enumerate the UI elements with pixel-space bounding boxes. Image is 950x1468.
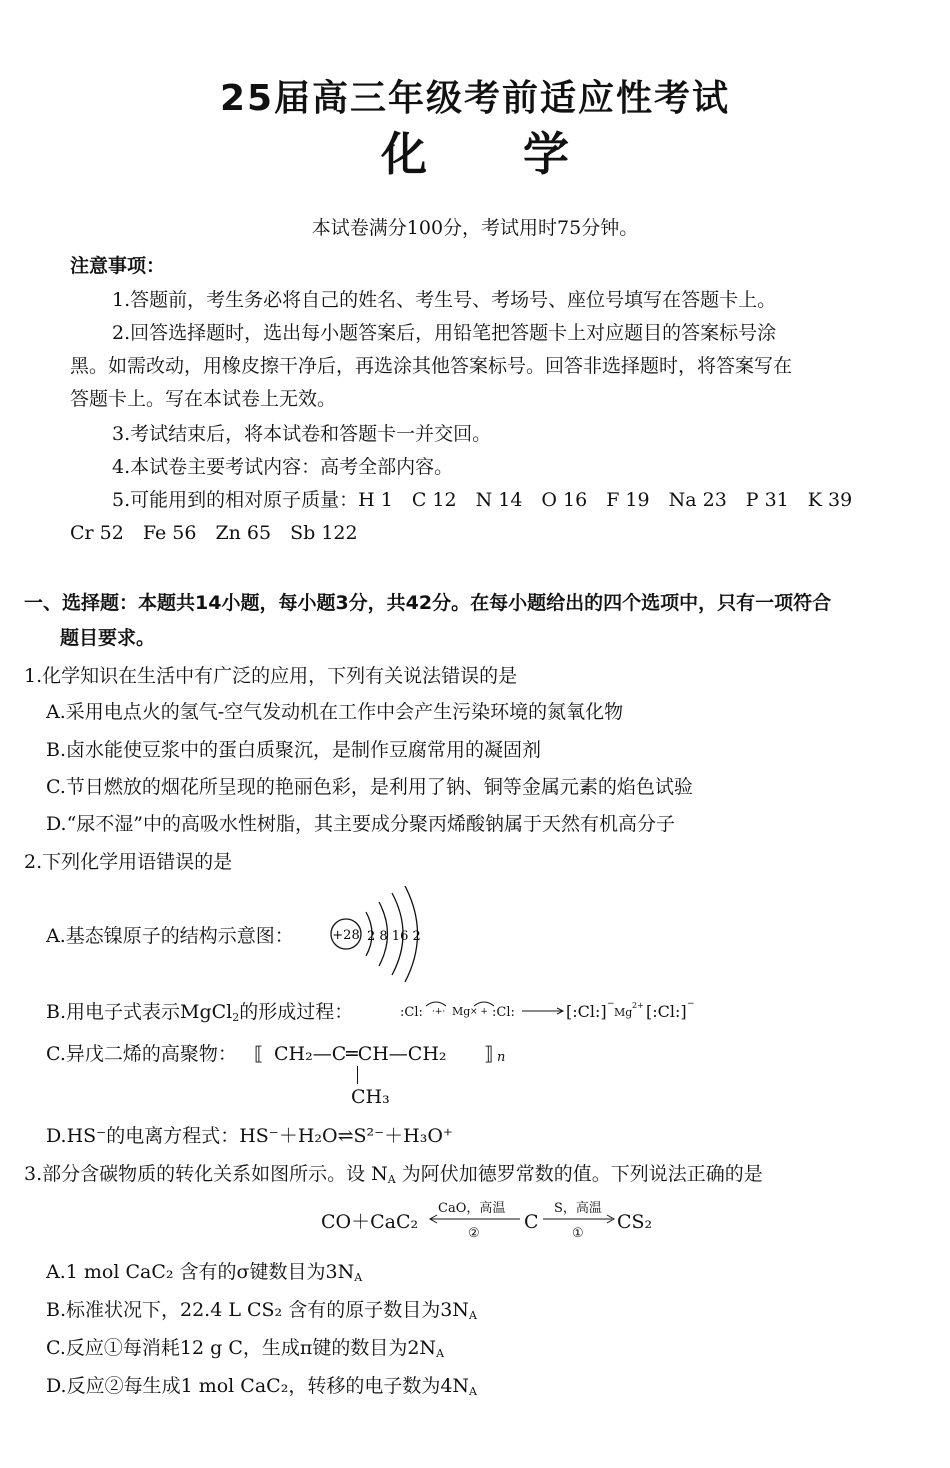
carbon-diagram-right: CS₂ (617, 1211, 653, 1233)
q2-option-a-label: A.基态镍原子的结构示意图： (46, 925, 294, 947)
arrow-1 (542, 1214, 616, 1224)
q2-stem: 2.下列化学用语错误的是 (24, 851, 233, 873)
svg-text:2+: 2+ (632, 1001, 644, 1010)
section-heading: 一、选择题：本题共14小题，每小题3分，共42分。在每小题给出的四个选项中，只有一项符合 (24, 592, 832, 614)
mgcl2-formation-diagram (396, 996, 696, 1026)
svg-text::Cl:: :Cl: (400, 1005, 423, 1020)
polymer-branch-bond (357, 1066, 358, 1084)
svg-text:Mg: Mg (614, 1006, 633, 1019)
exam-info: 本试卷满分100分，考试用时75分钟。 (311, 217, 639, 239)
notice-item-2: 2.回答选择题时，选出每小题答案后，用铅笔把答题卡上对应题目的答案标号涂 (112, 322, 777, 344)
q3-option-d: D.反应②每生成1 mol CaC₂，转移的电子数为$4N_A$ (46, 1375, 477, 1398)
svg-text:−: − (607, 999, 615, 1009)
arrow-1-label: ① (572, 1226, 584, 1241)
q1-option-c: C.节日燃放的烟花所呈现的艳丽色彩，是利用了钠、铜等金属元素的焰色试验 (46, 776, 693, 798)
svg-text:·+·: ·+· (432, 1007, 446, 1017)
q2-option-c-label: C.异戊二烯的高聚物： (46, 1043, 237, 1065)
arrow-2-label: ② (468, 1226, 480, 1241)
notice-item-4: 4.本试卷主要考试内容：高考全部内容。 (112, 456, 454, 478)
notice-item-5-cont: Cr 52 Fe 56 Zn 65 Sb 122 (70, 522, 358, 544)
svg-text:[:Cl:]: [:Cl:] (566, 1002, 607, 1021)
notice-item-3: 3.考试结束后，将本试卷和答题卡一并交回。 (112, 423, 492, 445)
arrow-2 (428, 1214, 522, 1224)
polymer-formula: CH₂—C═CH—CH₂ (274, 1043, 447, 1065)
arrow-2-condition: CaO，高温 (438, 1201, 506, 1216)
polymer-branch: CH₃ (351, 1086, 390, 1108)
q2-option-b-label: B.用电子式表示MgCl$_2$的形成过程： (46, 1001, 354, 1024)
notice-item-1: 1.答题前，考生务必将自己的姓名、考生号、考场号、座位号填写在答题卡上。 (112, 289, 777, 311)
notice-item-2-cont: 黑。如需改动，用橡皮擦干净后，再选涂其他答案标号。回答非选择题时，将答案写在 (70, 355, 793, 377)
svg-text::Cl:: :Cl: (492, 1005, 515, 1020)
polymer-n: n (497, 1050, 506, 1065)
q3-stem: 3.部分含碳物质的转化关系如图所示。设 $N_A$ 为阿伏加德罗常数的值。下列说法正确的是 (24, 1163, 763, 1186)
svg-text:× +: × + (470, 1007, 488, 1017)
q2-option-d: D.HS⁻的电离方程式：HS⁻＋H₂O⇌S²⁻＋H₃O⁺ (46, 1125, 453, 1147)
nucleus-label: +28 (332, 928, 360, 943)
section-heading-cont: 题目要求。 (60, 627, 156, 649)
q3-option-a: A.1 mol CaC₂ 含有的σ键数目为$3N_A$ (46, 1261, 363, 1284)
carbon-diagram-left: CO＋CaC₂ (321, 1211, 419, 1233)
polymer-bracket-left: ⟦ (254, 1043, 264, 1065)
shell-electrons: 2 8 16 2 (367, 929, 421, 944)
notice-item-5: 5.可能用到的相对原子质量：H 1 C 12 N 14 O 16 F 19 Na 23 P 31 K 39 (112, 489, 853, 511)
q3-option-c: C.反应①每消耗12 g C，生成π键的数目为$2N_A$ (46, 1337, 445, 1360)
q3-option-b: B.标准状况下，22.4 L CS₂ 含有的原子数目为$3N_A$ (46, 1299, 477, 1322)
q1-stem: 1.化学知识在生活中有广泛的应用，下列有关说法错误的是 (24, 665, 518, 687)
polymer-bracket-right: ⟧ (484, 1043, 494, 1065)
svg-text:Mg: Mg (452, 1005, 471, 1018)
nickel-atom-diagram (326, 884, 436, 984)
subject-title: 化 学 (380, 127, 569, 181)
exam-title: 25届高三年级考前适应性考试 (219, 78, 731, 119)
notice-item-2-end: 答题卡上。写在本试卷上无效。 (70, 388, 337, 410)
carbon-diagram-mid: C (524, 1211, 539, 1233)
svg-text:−: − (687, 999, 695, 1009)
q1-option-b: B.卤水能使豆浆中的蛋白质聚沉，是制作豆腐常用的凝固剂 (46, 739, 542, 761)
svg-text:[:Cl:]: [:Cl:] (646, 1002, 687, 1021)
notice-heading: 注意事项： (70, 255, 166, 277)
q1-option-a: A.采用电点火的氢气-空气发动机在工作中会产生污染环境的氮氧化物 (46, 701, 624, 723)
q1-option-d: D.“尿不湿”中的高吸水性树脂，其主要成分聚丙烯酸钠属于天然有机高分子 (46, 813, 676, 835)
arrow-1-condition: S，高温 (554, 1201, 602, 1216)
